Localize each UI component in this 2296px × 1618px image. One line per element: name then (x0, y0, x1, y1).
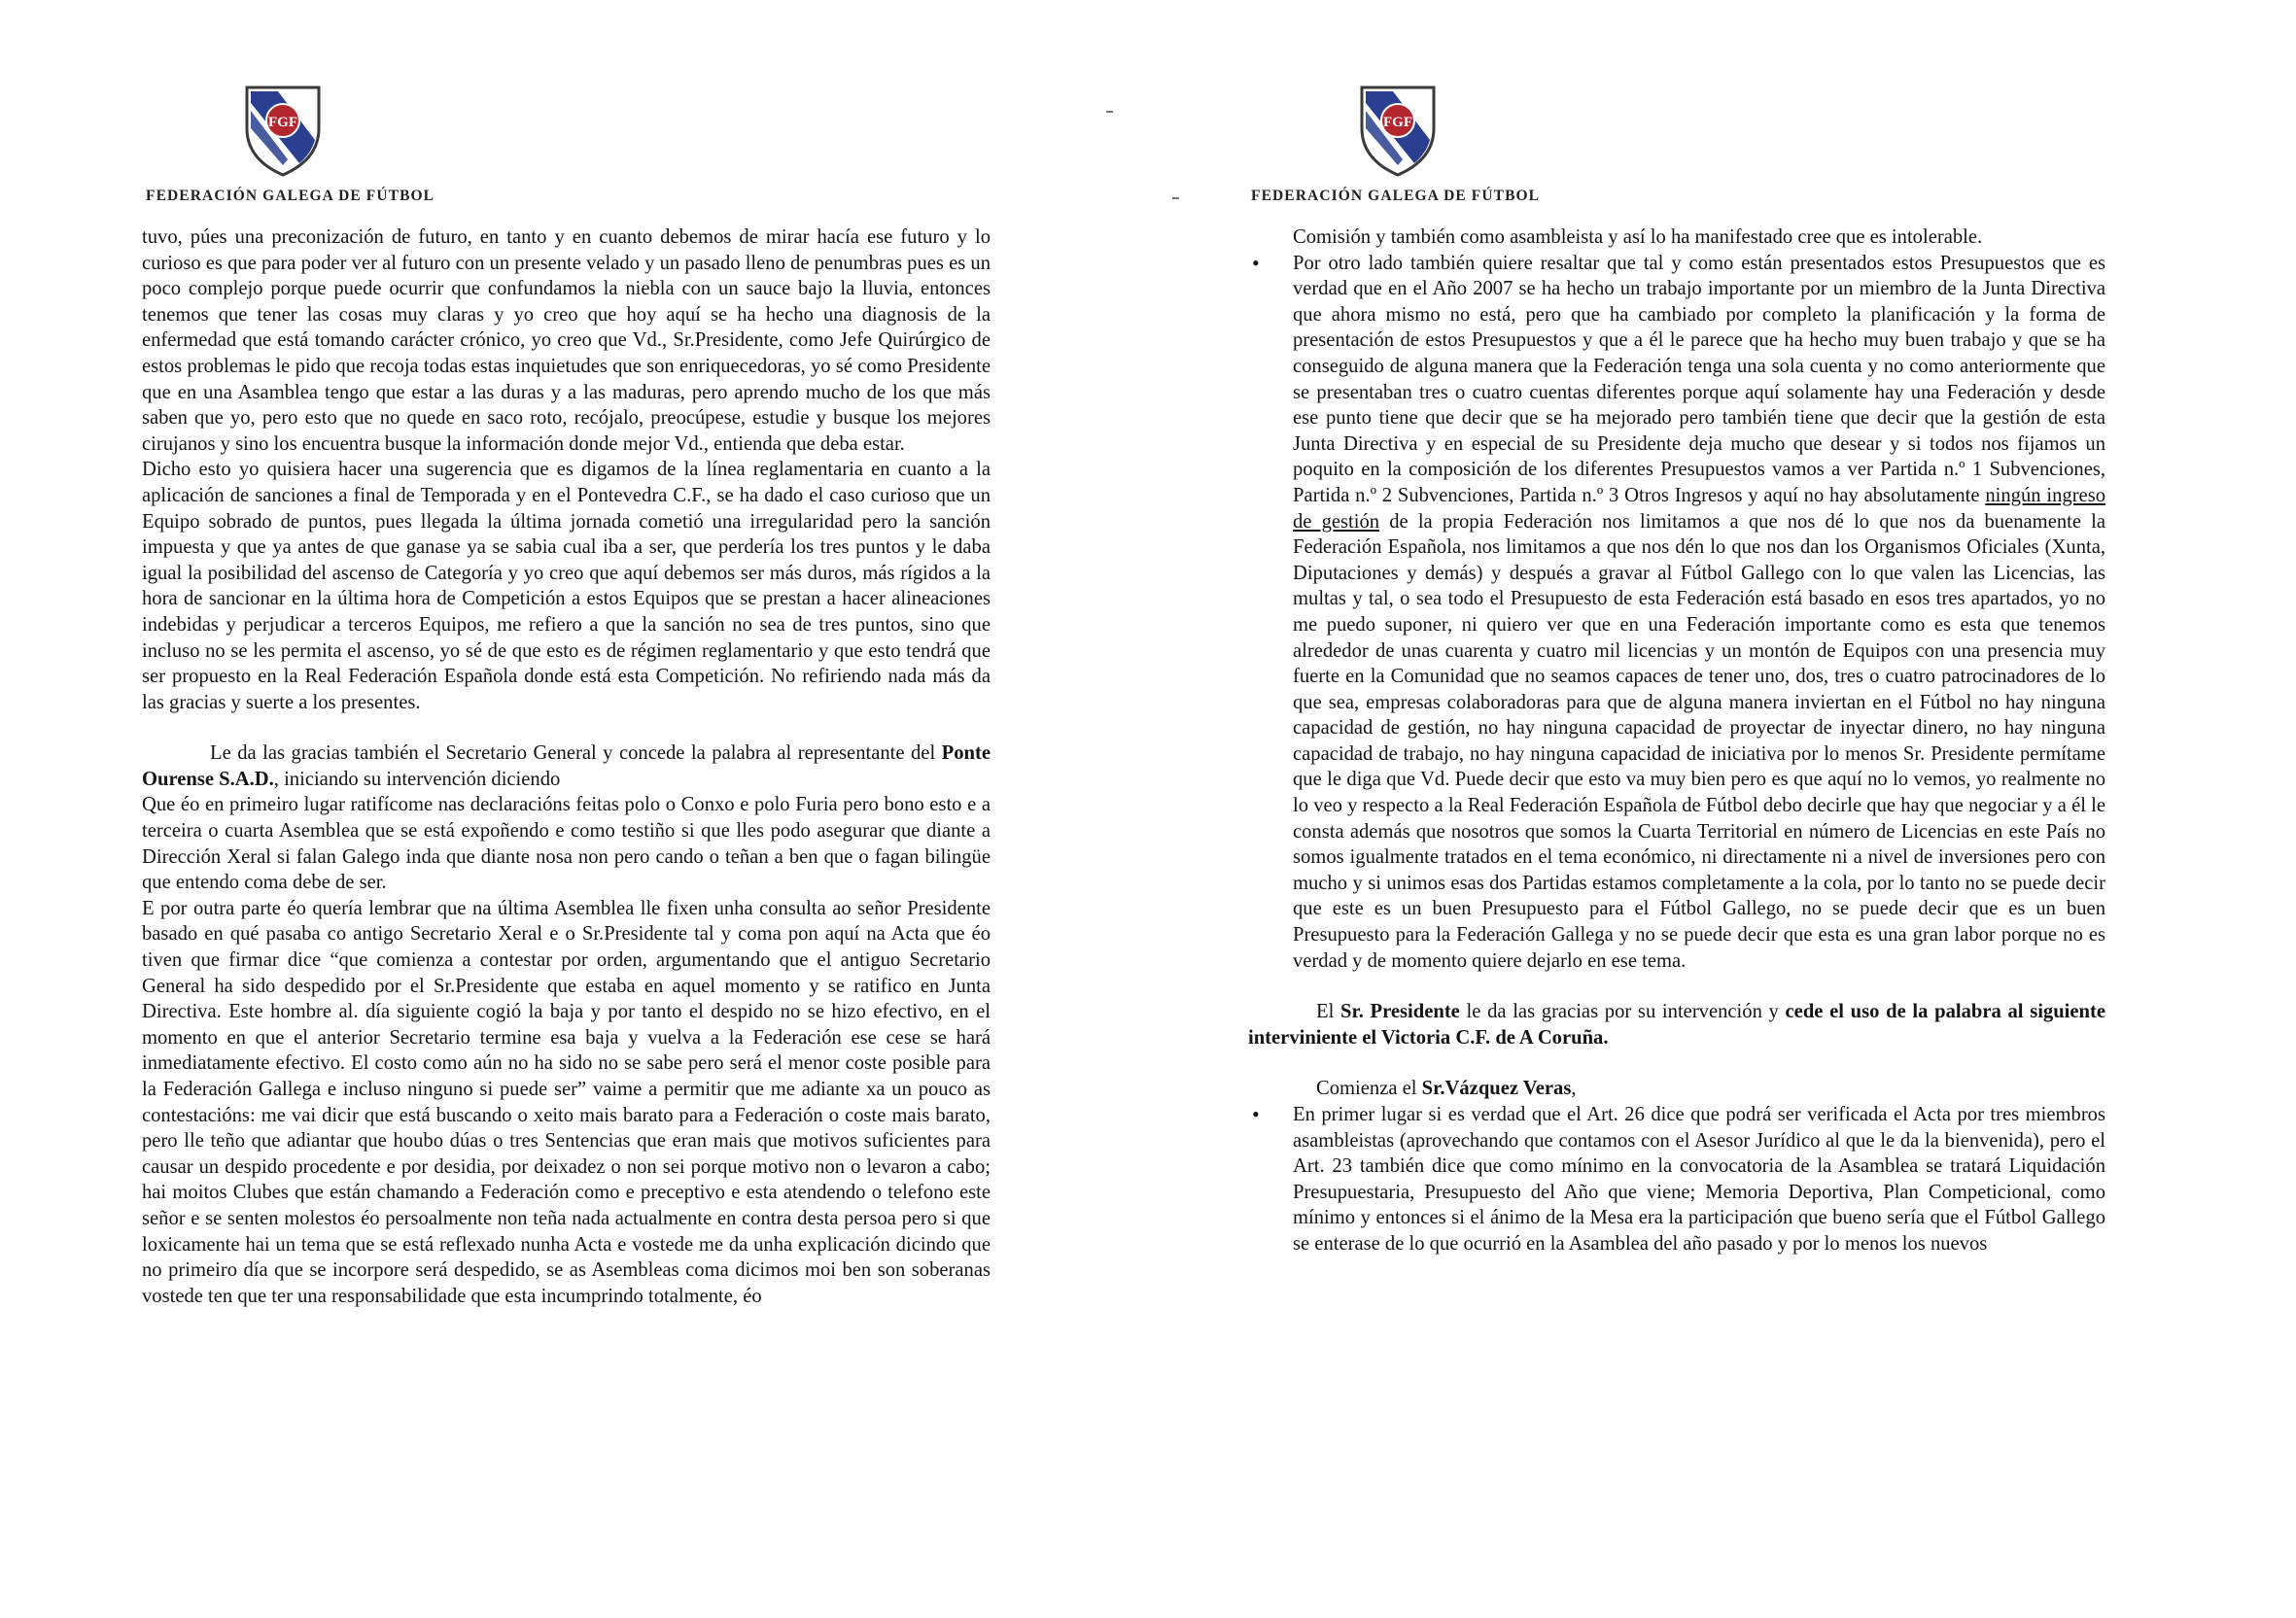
right-paragraph-3 (1248, 1076, 2105, 1102)
speaker-club-name: Ponte Ourense S.A.D. (142, 742, 991, 790)
federation-logo (1354, 82, 1442, 179)
right-bullet-list-2 (1248, 1102, 2105, 1257)
right-paragraph-2 (1248, 999, 2105, 1050)
right-paragraph-2-mid: le da las gracias por su intervención y (1459, 1001, 1786, 1023)
list-item: • En primer lugar si es verdad que el Art. 26 dice que podrá ser verificada el Acta por tres miembros asambleistas (aprovechando que contamos con el Asesor Jurídico al que le da la bienvenida), pero el Art. 23 también dice que como mínimo en la convocatoria de la Asamblea se tratará Liquidación Presupuestaria, Presupuesto del Año que viene; Memoria Deportiva, Plan Competicional, como mínimo y entonces si el ánimo de la Mesa era la participación que bueno sería que el Fútbol Gallego se enterase de lo que ocurrió en la Asamblea del año pasado y por lo menos los nuevos (1248, 1102, 2105, 1257)
right-paragraph-3-text: Comienza el (1316, 1078, 1422, 1100)
president-label: Sr. Presidente (1340, 1001, 1460, 1023)
logo-lettering: FGF (1383, 115, 1412, 130)
next-speaker-announcement: cede el uso de la palabra al siguiente interviniente el Victoria C.F. de A Coruña. (1248, 1001, 2105, 1049)
right-paragraph-2-text: El (1316, 1001, 1340, 1023)
right-paragraph-1: Comisión y también como asambleista y así lo ha manifestado cree que es intolerable. (1293, 226, 1983, 248)
federation-logo (239, 82, 327, 179)
left-paragraph-5: E por outra parte éo quería lembrar que na última Asemblea lle fixen unha consulta ao señor Presidente basado en qué pasaba co antigo Secretario Xeral e o Sr.Presidente tal y coma pon aquí na Acta que éo tiven que firmar dice “que comienza a contestar por orden, argumentando que el antiguo Secretario General ha sido despedido por el Sr.Presidente que estaba en aquel momento y se ratifico en Junta Directiva. Este hombre al. día siguiente cogió la baja y por tanto el despido no se hizo efectivo, en el momento en que el anterior Secretario termine esa baja y vuelva a la Federación ese cese se hará inmediatamente efectivo. El costo como aún no ha sido no se sabe pero será el menor coste posible para la Federación Gallega e incluso ninguno si puede ser” vaime a permitir que me adiante xa un pouco as contestacións: me vai dicir que está buscando o xeito mais barato para a Federación o coste mais barato, pero lle teño que adiantar que houbo dúas o tres Sentencias que eran mais que motivos suficientes para causar un despido procedente e por desidia, por deixadez o non sei porque motivo non o levaron a cabo; hai moitos Clubes que están chamando a Federación como e preceptivo e esta atendendo o telefono este señor e se senten molestos éo persoalmente non teña nada actualmente en contra desta persoa pero si que loxicamente hai un tema que se está reflexado nunha Acta e vostede me da unha explicación dicindo que no primeiro día que se incorpore será despedido, se as Asembleas coma dicimos moi ben son soberanas vostede ten que ter una responsabilidade que esta incumprindo totalmente, éo (142, 897, 991, 1307)
left-paragraph-4: Que éo en primeiro lugar ratifícome nas declaracións feitas polo o Conxo e polo Furia pero bono esto e a terceira o cuarta Asemblea que se está expoñendo e como testiño si que lles podo asegurar que diante a Dirección Xeral si falan Galego inda que diante nosa non pero cando o teñan a ben que o fagan bilingüe que entendo coma debe de ser. (142, 794, 991, 894)
right-bullet-list-1 (1248, 251, 2105, 975)
list-item (1248, 251, 2105, 975)
bullet-1-text: Por otro lado también quiere resaltar que tal y como están presentados estos Presupuestos que es verdad que en el Año 2007 se ha hecho un trabajo importante por un miembro de la Junta Directiva que ahora mismo no está, pero que ha cambiado por completo la planificación y la forma de presentación de estos Presupuestos y que a él le parece que ha hecho muy buen trabajo y que se ha conseguido de alguna manera que la Federación tenga una sola cuenta y no como anteriormente que se presentaban tres o cuatro cuentas diferentes porque aquí solamente hay una Federación y desde ese punto tiene que decir que se ha mejorado pero también tiene que decir que la gestión de esta Junta Directiva y en especial de su Presidente deja mucho que desear y si todos nos fijamos un poquito en la composición de los diferentes Presupuestos vamos a ver Partida n.º 1 Subvenciones, Partida n.º 2 Subvenciones, Partida n.º 3 Otros Ingresos y aquí no hay absolutamente (1293, 252, 2105, 506)
federation-name: FEDERACIÓN GALEGA DE FÚTBOL (146, 188, 435, 204)
scan-mark (1106, 111, 1113, 113)
right-paragraph-3-tail: , (1571, 1078, 1577, 1100)
right-page-body (1248, 224, 2105, 1257)
left-paragraph-3 (142, 740, 991, 792)
left-paragraph-3-tail: , iniciando su intervención diciendo (273, 768, 561, 790)
scan-mark (1172, 197, 1179, 199)
federation-name: FEDERACIÓN GALEGA DE FÚTBOL (1251, 188, 1541, 204)
bullet-1-tail: de la propia Federación nos limitamos a que nos dé lo que nos da buenamente la Federación Española, nos limitamos a que nos dén lo que nos dan los Organismos Oficiales (Xunta, Diputaciones y demás) y después a gravar al Fútbol Gallego con lo que valen las Licencias, las multas y tal, o sea todo el Presupuesto de esta Federación está basado en esos tres apartados, yo no me puedo suponer, ni quiero ver que en una Federación importante como es esta que tenemos alrededor de unas cuarenta y cuatro mil licencias y un montón de Equipos con una presencia muy fuerte en la Comunidad que no seamos capaces de tener uno, dos, tres o cuatro patrocinadores de lo que sea, empresas colaboradoras para que de alguna manera inviertan en el Fútbol no hay ninguna capacidad de gestión, no hay ninguna capacidad de proyectar de inyectar dinero, no hay ninguna capacidad de trabajo, no hay ninguna capacidad de iniciativa por lo menos Sr. Presidente permítame que le diga que Vd. Puede decir que esto va muy bien pero es que aquí no lo vemos, yo realmente no lo veo y respecto a la Real Federación Española de Fútbol debo decirle que hay que negociar y a él le consta además que nosotros que somos la Cuarta Territorial en número de Licencias en este País no somos igualmente tratados en el tema económico, ni directamente ni a nivel de inversiones pero con mucho y si unimos esas dos Partidas estamos completamente a la cola, por lo tanto no se puede decir que este es un buen Presupuesto para el Fútbol Gallego, no se puede decir que es un buen Presupuesto para la Federación Gallega y no se puede decir que esta es una gran labor porque no es verdad y de momento quiere dejarlo en ese tema. (1293, 510, 2106, 972)
left-paragraph-2: Dicho esto yo quisiera hacer una sugerencia que es digamos de la línea reglamentaria en cuanto a la aplicación de sanciones a final de Temporada y en el Pontevedra C.F., se ha dado el caso curioso que un Equipo sobrado de puntos, pues llegada la última jornada cometió una irregularidad pero la sanción impuesta y que ya antes de que ganase ya se sabia cual iba a ser, que perdería los tres puntos y le daba igual la posibilidad del ascenso de Categoría y yo creo que aquí debemos ser más duros, más rígidos a la hora de sancionar en la última hora de Competición a estos Equipos que se prestan a hacer alineaciones indebidas y perjudicar a terceros Equipos, me refiero a que la sanción no sea de tres puntos, sino que incluso no se les permita el ascenso, yo sé de que esto es de régimen reglamentario y que esto tendrá que ser propuesto en la Real Federación Española donde está esta Competición. No refiriendo nada más da las gracias y suerte a los presentes. (142, 459, 991, 713)
underlined-phrase: ningún ingreso de gestión (1293, 484, 2105, 533)
left-paragraph-3-text: Le da las gracias también el Secretario General y concede la palabra al representante del (210, 742, 942, 765)
logo-lettering: FGF (268, 115, 297, 130)
shield-icon (239, 82, 327, 179)
speaker-name: Sr.Vázquez Veras (1421, 1078, 1572, 1100)
shield-icon (1354, 82, 1442, 179)
left-page-body (142, 224, 991, 1309)
left-paragraph-1: tuvo, púes una preconización de futuro, en tanto y en cuanto debemos de mirar hacía ese futuro y lo curioso es que para poder ver al futuro con un presente velado y un pasado lleno de penumbras pues es un poco complejo porque puede ocurrir que confundamos la niebla con un sauce bajo la lluvia, entonces tenemos que tener las cosas muy claras y yo creo que hoy aquí se ha hecho una diagnosis de la enfermedad que está tomando carácter crónico, yo creo que Vd., Sr.Presidente, como Jefe Quirúrgico de estos problemas le pido que recoja todas estas inquietudes que son enriquecedoras, yo sé como Presidente que en una Asamblea tengo que estar a las duras y a las maduras, pero aprendo mucho de los que más saben que yo, pero esto que no quede en saco roto, recójalo, preocúpese, estudie y busque los mejores cirujanos y sino los encuentra busque la información donde mejor Vd., entienda que deba estar. (142, 226, 991, 455)
right-page (1148, 0, 2296, 1618)
